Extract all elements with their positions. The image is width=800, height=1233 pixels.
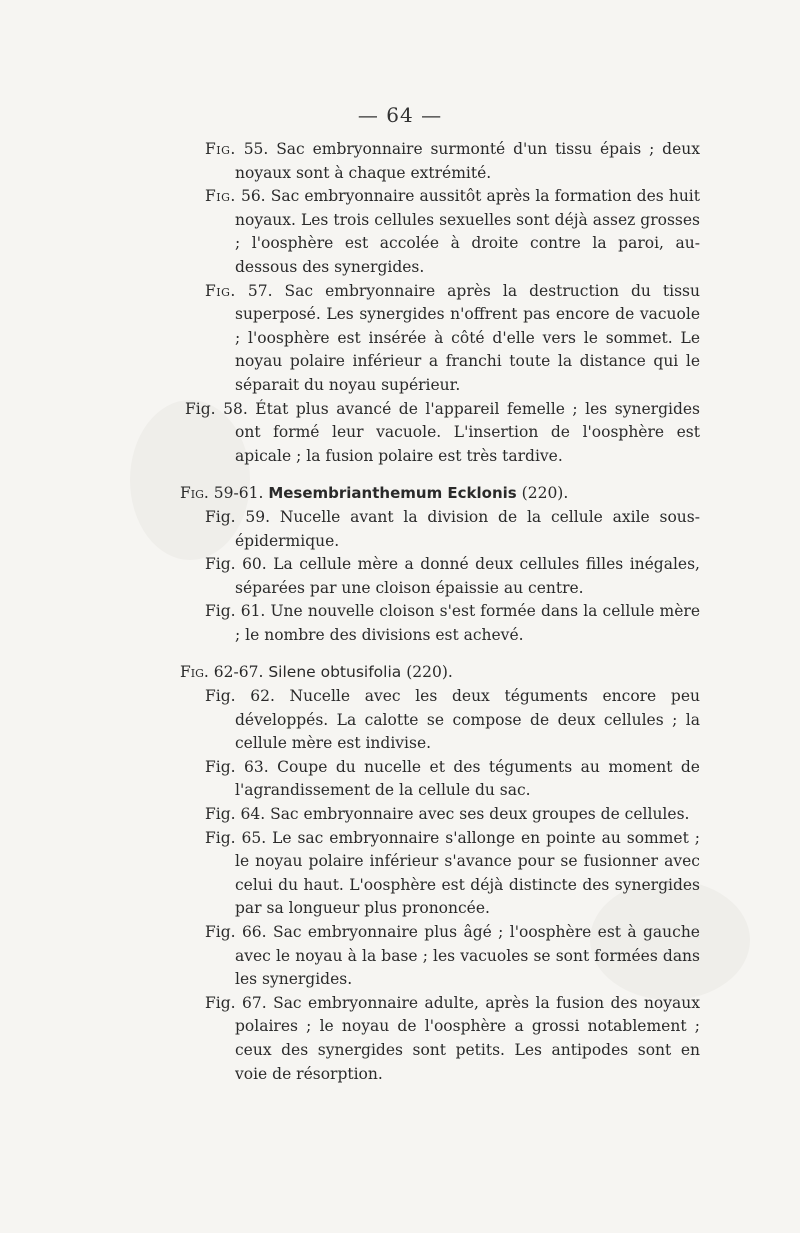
fig-label: Fig. (205, 993, 236, 1012)
fig-range: 59-61. (213, 484, 264, 503)
caption-fig-58 (180, 398, 700, 469)
caption-fig-63 (180, 756, 700, 803)
magnification: (220). (406, 663, 453, 682)
caption-text: 57. Sac embryonnaire après la destruction du tissu superposé. Les synergides n'offrent pas encore de vacuole ; l'oosphère est insérée à côté d'elle vers le sommet. Le noyau polaire inférieur a franchi toute la distance qui le séparait du noyau supérieur. (235, 281, 700, 394)
caption-fig-65 (180, 827, 700, 921)
group-heading-mesembrianthemum (180, 482, 700, 506)
fig-label: Fig. (205, 281, 236, 300)
caption-fig-60 (180, 553, 700, 600)
caption-fig-67 (180, 992, 700, 1086)
caption-text: 58. État plus avancé de l'appareil femelle ; les synergides ont formé leur vacuole. L'insertion de l'oosphère est apicale ; la fusion polaire est très tardive. (223, 399, 700, 465)
caption-fig-56 (180, 185, 700, 279)
fig-range: 62-67. (213, 663, 264, 682)
fig-label: Fig. (185, 399, 216, 418)
caption-fig-59 (180, 506, 700, 553)
caption-fig-62 (180, 685, 700, 756)
fig-label: Fig. (205, 555, 236, 574)
fig-label: Fig. (205, 187, 236, 206)
fig-label: Fig. (205, 602, 236, 621)
species-name: Silene obtusifolia (268, 663, 402, 682)
fig-label: Fig. (205, 507, 236, 526)
caption-fig-66 (180, 921, 700, 992)
species-name: Mesembrianthemum Ecklonis (268, 484, 517, 503)
fig-label: Fig. (180, 484, 209, 503)
caption-text: 63. Coupe du nucelle et des téguments au moment de l'agrandissement de la cellule du sac. (235, 757, 700, 800)
caption-text: 62. Nucelle avec les deux téguments encore peu développés. La calotte se compose de deux cellules ; la cellule mère est indivise. (235, 687, 700, 753)
caption-text: 56. Sac embryonnaire aussitôt après la formation des huit noyaux. Les trois cellules sexuelles sont déjà assez grosses ; l'oosphère est accolée à droite contre la paroi, au-dessous des synergides. (235, 187, 700, 276)
caption-text: 64. Sac embryonnaire avec ses deux groupes de cellules. (240, 805, 690, 824)
fig-label: Fig. (205, 687, 236, 706)
group-heading-silene (180, 661, 700, 685)
magnification: (220). (521, 484, 569, 503)
figure-captions (180, 138, 700, 1086)
caption-fig-64 (180, 803, 700, 827)
caption-fig-57 (180, 280, 700, 398)
caption-fig-55 (180, 138, 700, 185)
fig-label: Fig. (205, 828, 236, 847)
caption-text: 59. Nucelle avant la division de la cellule axile sous-épidermique. (235, 507, 700, 550)
caption-text: 60. La cellule mère a donné deux cellules filles inégales, séparées par une cloison épaissie au centre. (235, 555, 700, 597)
caption-text: 67. Sac embryonnaire adulte, après la fusion des noyaux polaires ; le noyau de l'oosphère a grossi notablement ; ceux des synergides sont petits. Les antipodes sont en voie de résorption. (235, 993, 700, 1083)
caption-text: 55. Sac embryonnaire surmonté d'un tissu épais ; deux noyaux sont à chaque extrémité. (235, 140, 700, 182)
page-number: — 64 — (357, 103, 443, 127)
caption-fig-61 (180, 600, 700, 647)
fig-label: Fig. (205, 923, 236, 941)
fig-label: Fig. (205, 757, 236, 776)
fig-label: Fig. (205, 805, 236, 824)
caption-text: 66. Sac embryonnaire plus âgé ; l'oosphère est à gauche avec le noyau à la base ; les vacuoles se sont formées dans les synergides. (235, 923, 700, 989)
caption-text: 61. Une nouvelle cloison s'est formée dans la cellule mère ; le nombre des divisions est achevé. (235, 602, 700, 644)
fig-label: Fig. (205, 140, 236, 158)
caption-text: 65. Le sac embryonnaire s'allonge en pointe au sommet ; le noyau polaire inférieur s'avance pour se fusionner avec celui du haut. L'oosphère est déjà distincte des synergides par sa longueur plus prononcée. (235, 828, 700, 918)
fig-label: Fig. (180, 663, 209, 682)
